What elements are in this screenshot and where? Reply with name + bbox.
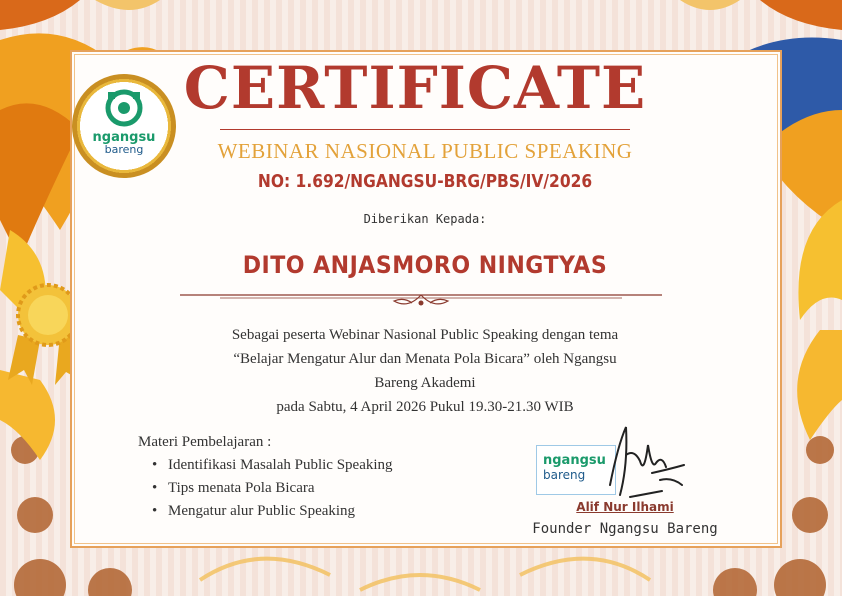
ngangsu-logo-icon <box>104 88 144 128</box>
certificate-subtitle: WEBINAR NASIONAL PUBLIC SPEAKING <box>217 139 633 163</box>
materi-list <box>152 455 393 524</box>
materi-item-label: Identifikasi Masalah Public Speaking <box>168 457 393 473</box>
materi-title: Materi Pembelajaran : <box>138 434 272 450</box>
list-item <box>152 501 393 524</box>
bullet-icon: • <box>152 503 158 519</box>
logo-text-line2: bareng <box>104 143 144 156</box>
signer-role: Founder Ngangsu Bareng <box>532 521 718 537</box>
materi-item-label: Mengatur alur Public Speaking <box>168 503 356 519</box>
certificate-title: CERTIFICATE <box>183 54 647 122</box>
recipient-name: DITO ANJASMORO NINGTYAS <box>242 251 608 279</box>
given-to-label: Diberikan Kepada: <box>363 212 487 226</box>
body-line: Bareng Akademi <box>374 375 476 391</box>
bullet-icon: • <box>152 480 158 496</box>
list-item <box>152 455 393 478</box>
signer-name: Alif Nur Ilhami <box>576 500 674 514</box>
body-line: pada Sabtu, 4 April 2026 Pukul 19.30-21.30 WIB <box>276 399 574 415</box>
certificate-body <box>160 323 690 419</box>
title-underline <box>220 129 630 130</box>
list-item <box>152 478 393 501</box>
body-line: “Belajar Mengatur Alur dan Menata Pola Bicara” oleh Ngangsu <box>233 351 617 367</box>
signature-logo-line2: bareng <box>543 468 586 482</box>
signature-logo-line1: ngangsu <box>543 453 606 468</box>
materi-item-label: Tips menata Pola Bicara <box>168 480 315 496</box>
handwritten-signature-icon <box>600 425 690 505</box>
body-line: Sebagai peserta Webinar Nasional Public Speaking dengan tema <box>231 327 619 343</box>
logo-text-line1: ngangsu <box>92 130 156 145</box>
divider-ornament-icon <box>180 287 662 313</box>
certificate-number: NO: 1.692/NGANGSU-BRG/PBS/IV/2026 <box>257 171 593 192</box>
bullet-icon: • <box>152 457 158 473</box>
